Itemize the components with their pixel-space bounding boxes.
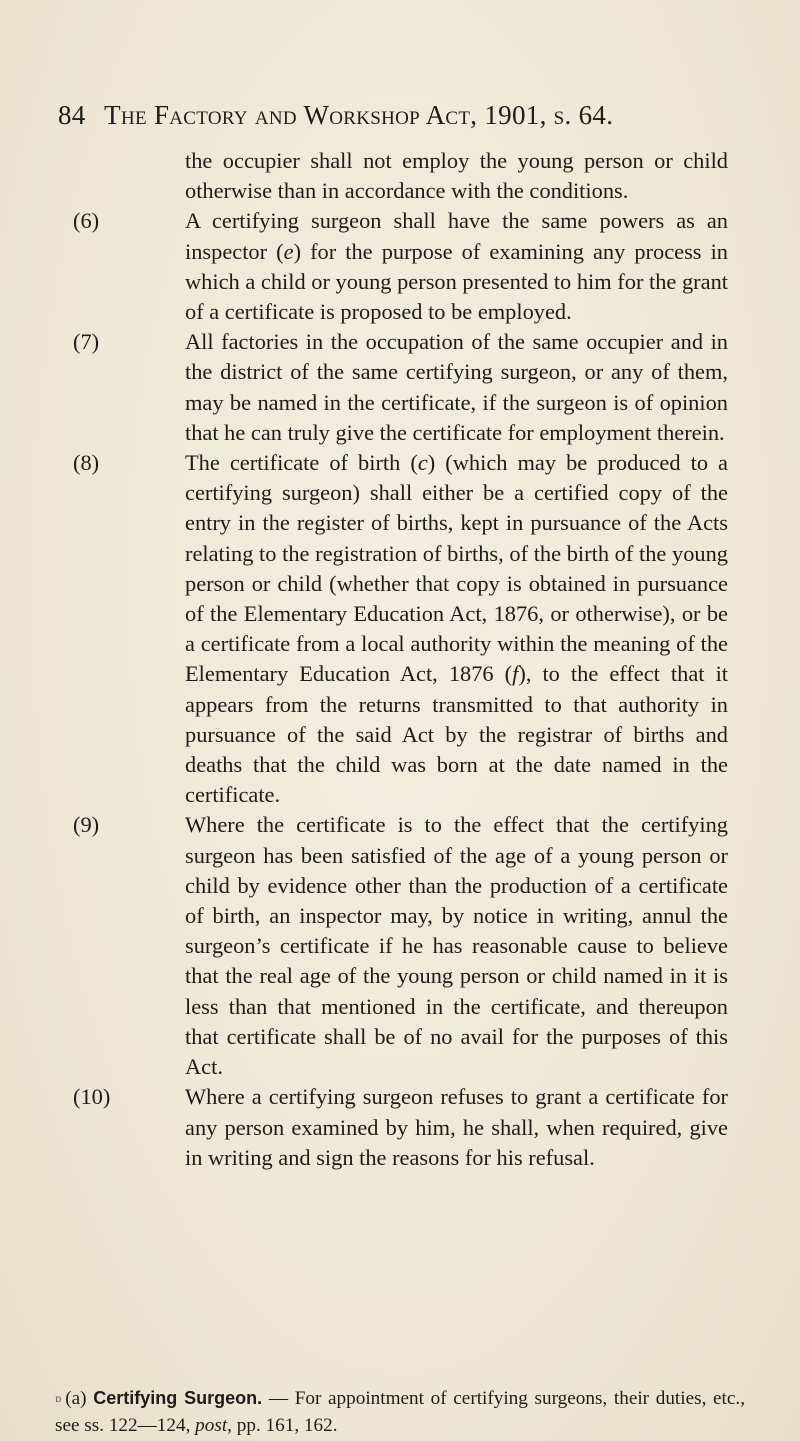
section-text: ) (which may be produced to a certifying surgeon) shall either be a certified copy of the entry in the register of births, kept in pursuance of the Acts relating to the registration of births, of the birth of the young person or child (whether that copy is obtained in pursuance of the Elementary Education Act, 1876, or otherwise), or be a certificate from a local authority within the meaning of the Elementary Education Act, 1876 ( <box>185 450 728 687</box>
section-9 <box>73 810 728 1082</box>
footnote-label: (a) <box>65 1388 87 1409</box>
section-number: (8) <box>73 450 100 476</box>
reference-letter: e <box>283 238 294 264</box>
footnote <box>55 1385 745 1439</box>
section-text: All factories in the occupation of the same occupier and in the district of the same certifying surgeon, or any of them, may be named in the certificate, if the surgeon is of opinion that he can truly give the certificate for employment therein. <box>185 329 728 445</box>
section-text: Where a certifying surgeon refuses to grant a certificate for any person examined by him, he shall, when required, give in writing and sign the reasons for his refusal. <box>185 1084 728 1170</box>
section-number: (7) <box>73 329 100 355</box>
reference-letter: f <box>512 661 519 687</box>
section-text: The certificate of birth ( <box>185 450 418 476</box>
footnote-marker: ɒ <box>55 1391 62 1405</box>
running-title: The Factory and Workshop Act, 1901, s. 64. <box>104 100 614 130</box>
page-number: 84 <box>58 100 86 130</box>
section-number: (6) <box>73 208 100 234</box>
section-text: ) for the purpose of examining any process in which a child or young person presented to him for the grant of a certificate is proposed to be employed. <box>185 238 728 325</box>
continuation-paragraph: the occupier shall not employ the young person or child otherwise than in accordance with the conditions. <box>185 148 728 204</box>
section-text: Where the certificate is to the effect that the certifying surgeon has been satisfied of the age of a young person or child by evidence other than the production of a certificate of birth, an inspector may, by notice in writing, annul the surgeon’s certificate if he has reasonable cause to believe that the real age of the young person or child named in it is less than that mentioned in the certificate, and thereupon that certificate shall be of no avail for the purposes of this Act. <box>185 812 728 1080</box>
section-8 <box>73 448 729 810</box>
running-header <box>58 100 748 131</box>
section-text: ), to the effect that it appears from the returns transmitted to that authority in pursuance of the said Act by the registrar of births and deaths that the child was born at the date named in the certificate. <box>185 661 729 808</box>
section-6 <box>73 206 728 327</box>
section-7 <box>73 327 728 448</box>
footnote-text: , pp. 161, 162. <box>227 1415 338 1436</box>
section-number: (9) <box>73 812 100 838</box>
footnote-text: — For appointment of certifying surgeons, their duties, etc., see ss. 122—124, <box>55 1388 745 1436</box>
section-10 <box>73 1082 728 1173</box>
reference-letter: c <box>417 450 428 476</box>
body-text <box>73 146 728 1173</box>
footnote-italic: post <box>195 1415 228 1436</box>
footnote-heading: Certifying Surgeon. <box>93 1388 263 1408</box>
section-text: A certifying surgeon shall have the same powers as an inspector ( <box>185 208 728 264</box>
section-number: (10) <box>73 1084 111 1110</box>
